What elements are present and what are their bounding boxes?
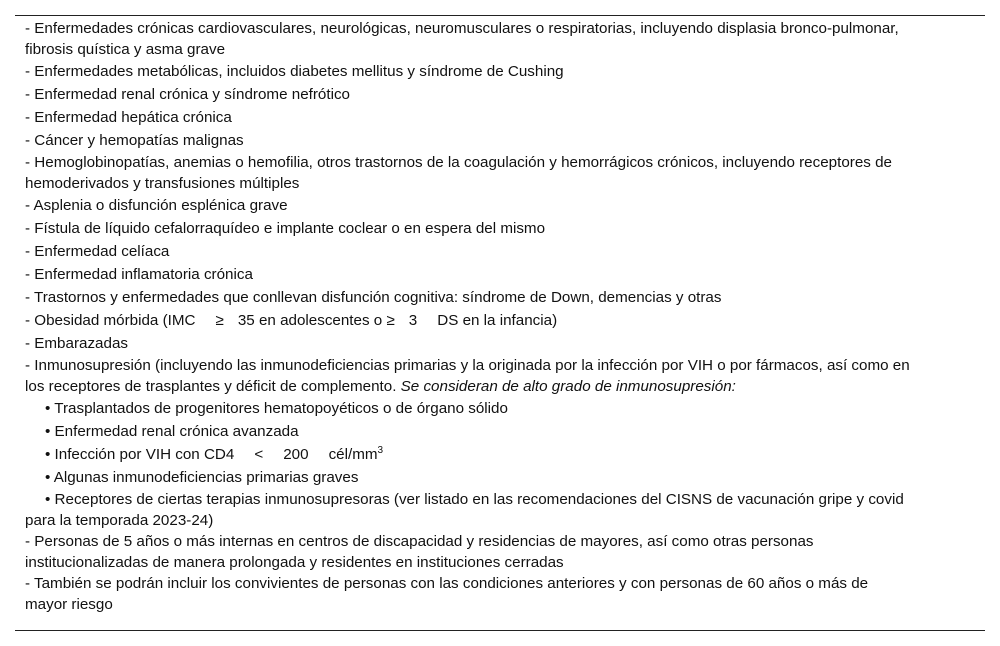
list-item-text: - Cáncer y hemopatías malignas xyxy=(25,132,244,149)
list-item-immunosuppression xyxy=(25,355,970,397)
list-item xyxy=(25,217,970,240)
list-item-line: fibrosis quística y asma grave xyxy=(25,41,226,58)
obesity-suffix: DS en la infancia) xyxy=(437,312,558,329)
list-item-obesity xyxy=(25,309,970,332)
list-item-text: - Enfermedad renal crónica y síndrome nefrótico xyxy=(25,86,350,103)
obesity-prefix: - Obesidad mórbida (IMC xyxy=(25,312,196,329)
sub-list-item-line: para la temporada 2023-24) xyxy=(25,512,214,529)
obesity-sd-value: 3 xyxy=(408,312,418,329)
hiv-prefix: • Infección por VIH con CD4 xyxy=(45,446,235,463)
list-item-text: - Embarazadas xyxy=(25,335,128,352)
hiv-operator: < xyxy=(254,446,264,463)
immuno-line xyxy=(25,378,736,395)
immuno-text: los receptores de trasplantes y déficit de complemento. xyxy=(25,378,401,395)
list-item xyxy=(25,194,970,217)
list-item-line: - Hemoglobinopatías, anemias o hemofilia, otros trastornos de la coagulación y hemorrágicos crónicos, incluyendo receptores de xyxy=(25,154,892,171)
list-item xyxy=(25,286,970,309)
obesity-threshold: 35 en adolescentes o ≥ xyxy=(237,312,395,329)
list-item-text: - Enfermedades metabólicas, incluidos diabetes mellitus y síndrome de Cushing xyxy=(25,63,564,80)
list-item xyxy=(25,106,970,129)
list-item-text: - Asplenia o disfunción esplénica grave xyxy=(25,197,288,214)
list-item xyxy=(25,240,970,263)
hiv-unit: cél/mm xyxy=(328,446,378,463)
sub-list-item xyxy=(25,397,970,420)
list-item-line: mayor riesgo xyxy=(25,596,113,613)
immuno-line: - Inmunosupresión (incluyendo las inmunodeficiencias primarias y la originada por la infección por VIH o por fármacos, así como en xyxy=(25,357,910,374)
list-item-line: - También se podrán incluir los convivientes de personas con las condiciones anteriores y con personas de 60 años o más de xyxy=(25,575,869,592)
list-item-line: - Personas de 5 años o más internas en centros de discapacidad y residencias de mayores, así como otras personas xyxy=(25,533,814,550)
list-item-text: - Enfermedad celíaca xyxy=(25,243,170,260)
sub-list-item xyxy=(25,489,970,531)
list-item xyxy=(25,83,970,106)
hiv-threshold: 200 xyxy=(283,446,309,463)
list-item-text: - Trastornos y enfermedades que conllevan disfunción cognitiva: síndrome de Down, demencias y otras xyxy=(25,289,722,306)
sub-list-item-line: • Receptores de ciertas terapias inmunosupresoras (ver listado en las recomendaciones del CISNS de vacunación gripe y covid xyxy=(45,491,904,508)
list-item xyxy=(25,60,970,83)
list-item-text: - Enfermedad inflamatoria crónica xyxy=(25,266,253,283)
list-item xyxy=(25,332,970,355)
sub-list-item xyxy=(25,420,970,443)
sub-list-item-text: • Algunas inmunodeficiencias primarias graves xyxy=(45,469,359,486)
sub-list-item-hiv xyxy=(25,443,970,466)
list-item-institutional xyxy=(25,531,970,573)
list-item-text: - Enfermedad hepática crónica xyxy=(25,109,232,126)
list-item xyxy=(25,18,970,60)
list-item xyxy=(25,263,970,286)
list-item-cohabitants xyxy=(25,573,970,615)
immuno-high-grade-note: Se consideran de alto grado de inmunosupresión: xyxy=(400,378,736,395)
sub-list-item xyxy=(25,466,970,489)
hiv-unit-exponent: 3 xyxy=(377,445,384,456)
list-item-line: - Enfermedades crónicas cardiovasculares, neurológicas, neuromusculares o respiratorias, incluyendo displasia bronco-pulmonar, xyxy=(25,20,899,37)
list-item-text: - Fístula de líquido cefalorraquídeo e implante coclear o en espera del mismo xyxy=(25,220,546,237)
list-item-line: hemoderivados y transfusiones múltiples xyxy=(25,175,300,192)
table-content xyxy=(25,18,970,615)
list-item xyxy=(25,152,970,194)
list-item xyxy=(25,129,970,152)
sub-list-item-text: • Enfermedad renal crónica avanzada xyxy=(45,423,299,440)
sub-list-item-text: • Trasplantados de progenitores hematopoyéticos o de órgano sólido xyxy=(45,400,508,417)
risk-conditions-table xyxy=(15,15,985,631)
list-item-line: institucionalizadas de manera prolongada y residentes en instituciones cerradas xyxy=(25,554,564,571)
obesity-operator: ≥ xyxy=(215,312,224,329)
